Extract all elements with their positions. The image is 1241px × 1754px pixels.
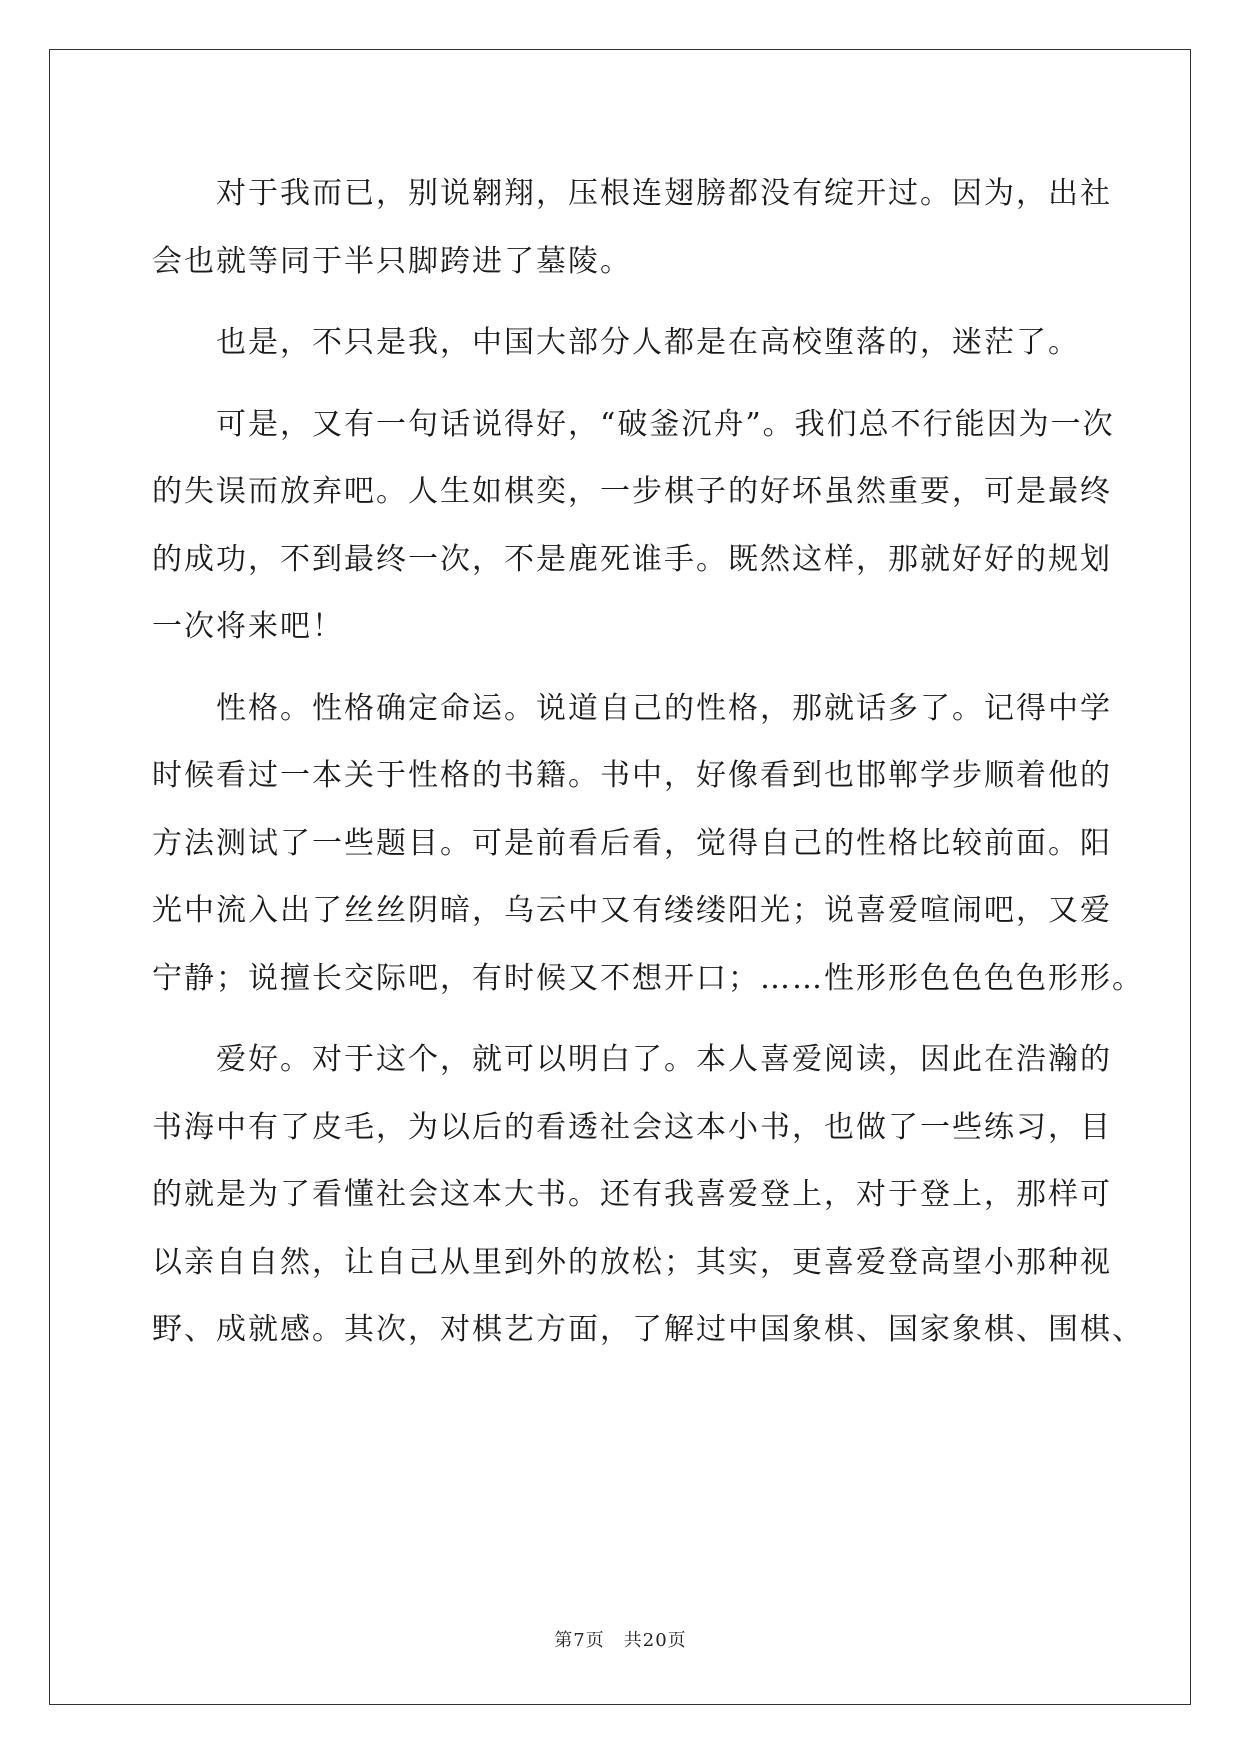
- text-line: 光中流入出了丝丝阴暗，乌云中又有缕缕阳光；说喜爱喧闹吧，又爱: [152, 893, 1112, 928]
- text-line: 的失误而放弃吧。人生如棋奕，一步棋子的好坏虽然重要，可是最终: [152, 474, 1112, 509]
- text-line: 可是，又有一句话说得好，“破釜沉舟”。我们总不行能因为一次: [216, 406, 1115, 442]
- paragraph: [152, 309, 1092, 377]
- text-line: 性格。性格确定命运。说道自己的性格，那就话多了。记得中学: [216, 690, 1112, 726]
- paragraph: [152, 160, 1112, 295]
- page-number-footer: 第7页 共20页: [554, 1630, 687, 1651]
- text-line: 以亲自自然，让自己从里到外的放松；其实，更喜爱登高望小那种视: [152, 1244, 1112, 1280]
- paragraph: [152, 1026, 1144, 1364]
- text-line: 时候看过一本关于性格的书籍。书中，好像看到也邯郸学步顺着他的: [152, 758, 1112, 793]
- paragraph: [152, 391, 1115, 661]
- paragraph: [152, 675, 1144, 1013]
- text-line: 会也就等同于半只脚跨进了墓陵。: [152, 243, 632, 279]
- text-line: 爱好。对于这个，就可以明白了。本人喜爱阅读，因此在浩瀚的: [216, 1042, 1112, 1077]
- text-line: 宁静；说擅长交际吧，有时候又不想开口；……性形形色色色色形形。: [152, 960, 1144, 996]
- text-line: 方法测试了一些题目。可是前看后看，觉得自己的性格比较前面。阳: [152, 825, 1112, 861]
- document-body: [152, 160, 1144, 1364]
- text-line: 的成功，不到最终一次，不是鹿死谁手。既然这样，那就好好的规划: [152, 541, 1112, 577]
- text-line: 对于我而已，别说翱翔，压根连翅膀都没有绽开过。因为，出社: [216, 176, 1112, 211]
- text-line: 野、成就感。其次，对棋艺方面，了解过中国象棋、国家象棋、围棋、: [152, 1312, 1144, 1347]
- text-line: 的就是为了看懂社会这本大书。还有我喜爱登上，对于登上，那样可: [152, 1177, 1112, 1212]
- text-line: 也是，不只是我，中国大部分人都是在高校堕落的，迷茫了。: [216, 325, 1080, 360]
- text-line: 一次将来吧！: [152, 609, 344, 644]
- text-line: 书海中有了皮毛，为以后的看透社会这本小书，也做了一些练习，目: [152, 1109, 1112, 1145]
